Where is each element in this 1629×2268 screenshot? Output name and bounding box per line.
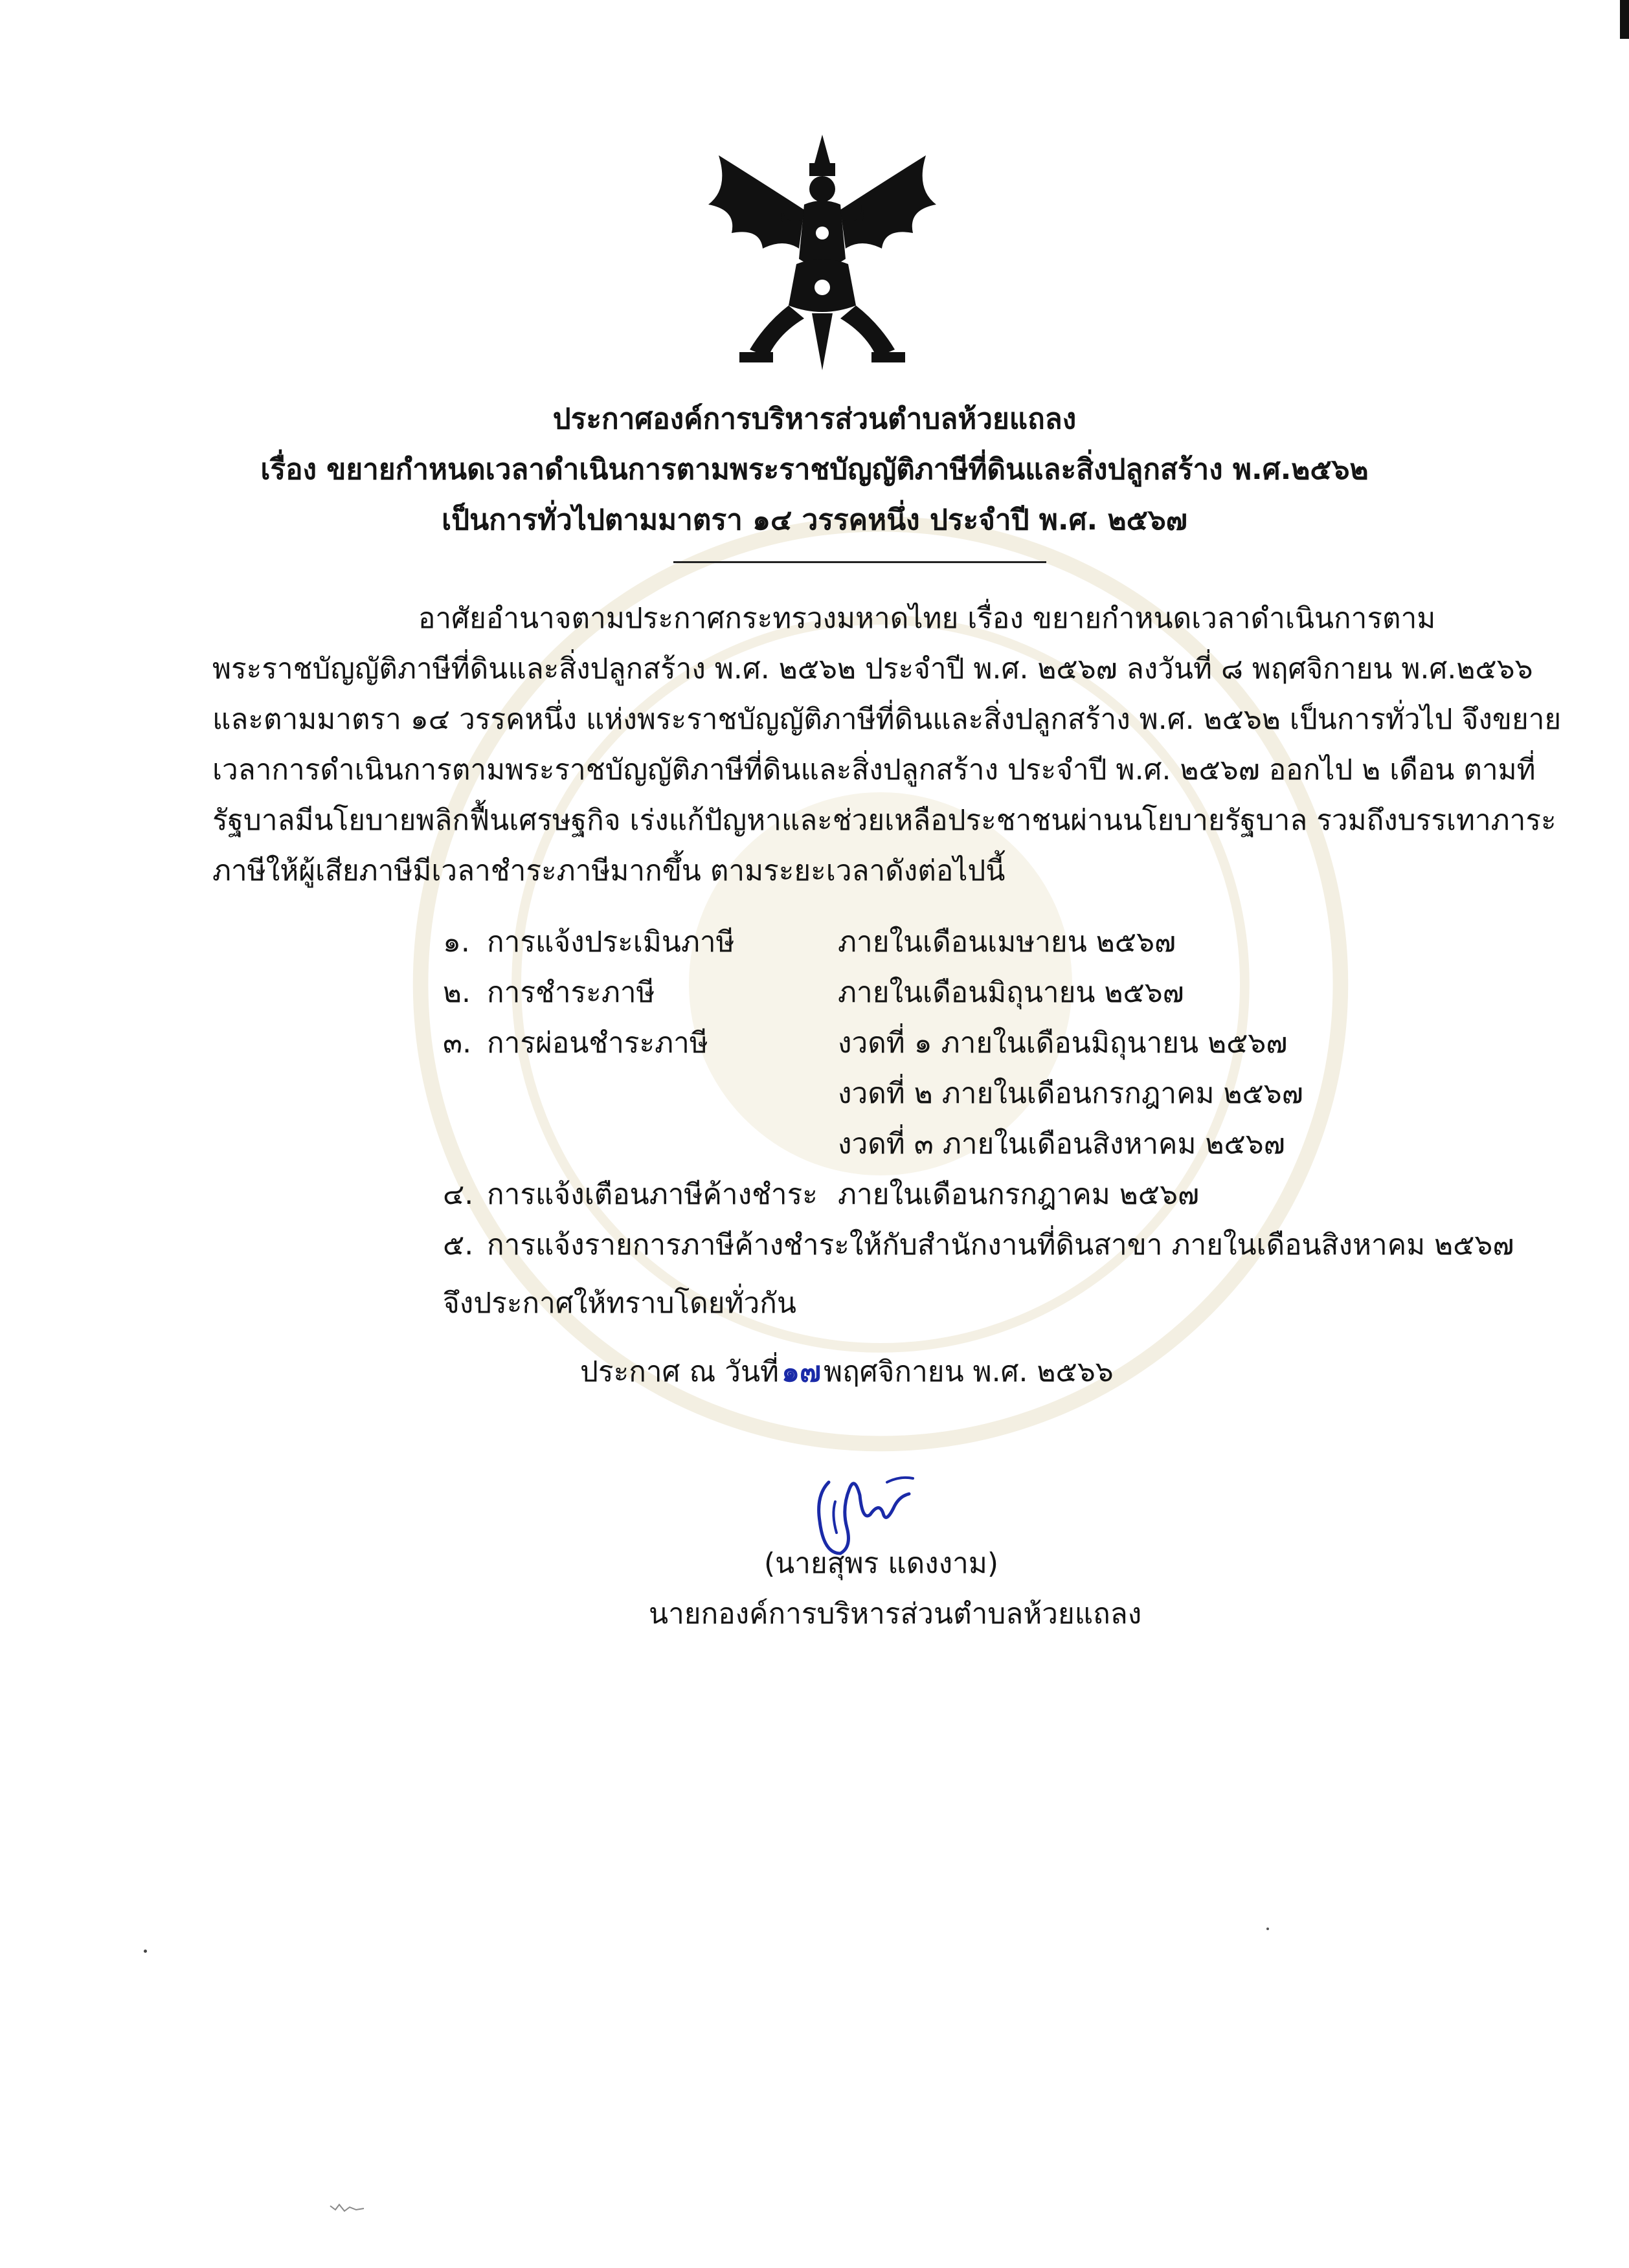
announce-date-prefix: ประกาศ ณ วันที่ — [580, 1355, 780, 1388]
heading-line-2: เรื่อง ขยายกำหนดเวลาดำเนินการตามพระราชบัญญัติภาษีที่ดินและสิ่งปลูกสร้าง พ.ศ.๒๕๖๒ — [260, 453, 1369, 486]
body-line-4: เวลาการดำเนินการตามพระราชบัญญัติภาษีที่ดินและสิ่งปลูกสร้าง ประจำปี พ.ศ. ๒๕๖๗ ออกไป ๒ เดือน ตามที่ — [212, 753, 1536, 786]
body-line-2: พระราชบัญญัติภาษีที่ดินและสิ่งปลูกสร้าง พ.ศ. ๒๕๖๒ ประจำปี พ.ศ. ๒๕๖๗ ลงวันที่ ๘ พฤศจิกายน พ.ศ.๒๕๖๖ — [212, 652, 1533, 685]
signer-name: (นายสุพร แดงงาม) — [764, 1547, 998, 1580]
item-number: ๕. — [443, 1228, 474, 1262]
item-label: การผ่อนชำระภาษี — [487, 1027, 708, 1060]
item-date: งวดที่ ๑ ภายในเดือนมิถุนายน ๒๕๖๗ — [838, 1027, 1288, 1060]
body-line-5: รัฐบาลมีนโยบายพลิกฟื้นเศรษฐกิจ เร่งแก้ปัญหาและช่วยเหลือประชาชนผ่านนโยบายรัฐบาล รวมถึงบรรเทาภาระ — [212, 804, 1556, 837]
item-label: การชำระภาษี — [487, 976, 655, 1009]
announce-date-day: ๑๗ — [781, 1355, 822, 1388]
body-line-6: ภาษีให้ผู้เสียภาษีมีเวลาชำระภาษีมากขึ้น ตามระยะเวลาดังต่อไปนี้ — [212, 854, 1005, 887]
heading-underline — [673, 561, 1046, 563]
heading-line-3: เป็นการทั่วไปตามมาตรา ๑๔ วรรคหนึ่ง ประจำปี พ.ศ. ๒๕๖๗ — [442, 504, 1187, 537]
closing-statement: จึงประกาศให้ทราบโดยทั่วกัน — [443, 1287, 796, 1320]
heading-line-1: ประกาศองค์การบริหารส่วนตำบลห้วยแถลง — [552, 403, 1077, 436]
garuda-emblem — [693, 129, 952, 375]
item-number: ๑. — [443, 926, 470, 959]
announce-date — [580, 1349, 1114, 1394]
item-date: งวดที่ ๒ ภายในเดือนกรกฎาคม ๒๕๖๗ — [838, 1077, 1303, 1110]
item-number: ๒. — [443, 976, 471, 1009]
item-label: การแจ้งรายการภาษีค้างชำระให้กับสำนักงานที่ดินสาขา ภายในเดือนสิงหาคม ๒๕๖๗ — [487, 1228, 1514, 1262]
scan-edge-mark — [1620, 0, 1629, 39]
item-date: งวดที่ ๓ ภายในเดือนสิงหาคม ๒๕๖๗ — [838, 1128, 1285, 1161]
item-date: ภายในเดือนเมษายน ๒๕๖๗ — [838, 926, 1176, 959]
item-date: ภายในเดือนมิถุนายน ๒๕๖๗ — [838, 976, 1184, 1009]
scan-smudge — [329, 2201, 365, 2216]
item-date: ภายในเดือนกรกฎาคม ๒๕๖๗ — [838, 1178, 1200, 1211]
scan-speck — [1266, 1928, 1269, 1930]
body-line-3: และตามมาตรา ๑๔ วรรคหนึ่ง แห่งพระราชบัญญัติภาษีที่ดินและสิ่งปลูกสร้าง พ.ศ. ๒๕๖๒ เป็นการทั่วไป จึงขยาย — [212, 703, 1562, 736]
item-label: การแจ้งเตือนภาษีค้างชำระ — [487, 1178, 818, 1211]
item-label: การแจ้งประเมินภาษี — [487, 926, 735, 959]
body-line-1: อาศัยอำนาจตามประกาศกระทรวงมหาดไทย เรื่อง ขยายกำหนดเวลาดำเนินการตาม — [418, 602, 1436, 635]
scan-speck — [144, 1950, 147, 1953]
announce-date-rest: พฤศจิกายน พ.ศ. ๒๕๖๖ — [824, 1355, 1114, 1388]
item-number: ๔. — [443, 1178, 474, 1211]
signer-title: นายกองค์การบริหารส่วนตำบลห้วยแถลง — [649, 1597, 1142, 1630]
item-number: ๓. — [443, 1027, 472, 1060]
